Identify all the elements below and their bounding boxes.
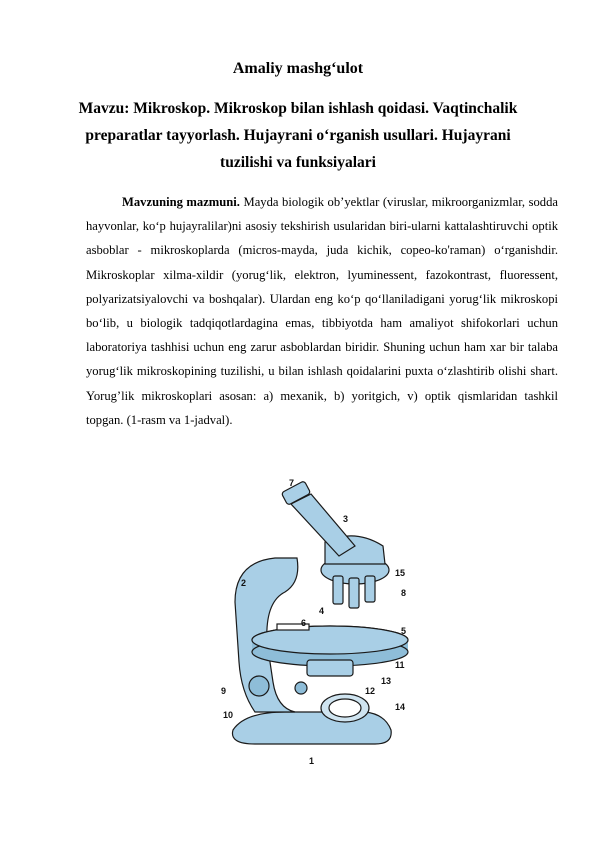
- document-title: Amaliy mashg‘ulot: [232, 60, 364, 77]
- coarse-focus-knob: [249, 676, 269, 696]
- eyepiece-tube: [291, 494, 355, 556]
- body-text: Mayda biologik ob’yektlar (viruslar, mikroorganizmlar, sodda hayvonlar, ko‘p hujayralilar)ni asosiy tekshirish usularidan biri-ularni kattalashtiruvchi optik asboblar - mikroskoplarda (micros-mayda, juda kichik, copeo-ko'raman) o‘rganishdir. Mikroskoplar xilma-xildir (yorug‘lik, elektron, lyuminessent, fazokontrast, fluoressent, polyarizatsiyalovchi va boshqalar). Ulardan eng ko‘p qo‘llaniladigani yorug‘lik mikroskopi bo‘lib, u biologik tadqiqotlardagina emas, tibbiyotda ham amaliyot shifokorlari uchun laboratoriya tashhisi uchun eng zarur asboblardan biridir. Shuning uchun ham xar bir talaba yorug‘lik mikroskopining tuzilishi, u bilan ishlash qoidalarini puxta o‘zlashtirib olishi shart. Yorug’lik mikroskoplari asosan: a) mexanik, b) yoritgich, v) optik qismlaridan tashkil topgan. (1-rasm va 1-jadval).: [86, 195, 558, 427]
- part-label-4: 4: [319, 606, 325, 616]
- part-label-9: 9: [221, 686, 227, 696]
- microscope-base: [232, 712, 391, 744]
- document-subject: Mavzu: Mikroskop. Mikroskop bilan ishlash qoidasi. Vaqtinchalik preparatlar tayyorlash. Hujayrani o‘rganish usullari. Hujayrani tuzilishi va funksiyalari: [78, 100, 518, 171]
- part-label-13: 13: [381, 676, 392, 686]
- objective-lens: [333, 576, 343, 604]
- part-label-10: 10: [223, 710, 234, 720]
- part-label-7: 7: [289, 478, 295, 488]
- microscope-condenser: [307, 660, 353, 676]
- microscope-figure: [215, 472, 425, 768]
- part-label-1: 1: [309, 756, 315, 766]
- part-label-15: 15: [395, 568, 406, 578]
- part-label-2: 2: [241, 578, 247, 588]
- part-label-11: 11: [395, 660, 405, 670]
- microscope-illustration: [215, 472, 425, 768]
- part-label-14: 14: [395, 702, 406, 712]
- part-label-12: 12: [365, 686, 376, 696]
- body-paragraph: [86, 190, 558, 432]
- body-lead: Mavzuning mazmuni.: [122, 195, 240, 209]
- part-label-6: 6: [301, 618, 307, 628]
- part-label-8: 8: [401, 588, 407, 598]
- part-label-3: 3: [343, 514, 349, 524]
- part-label-5: 5: [401, 626, 407, 636]
